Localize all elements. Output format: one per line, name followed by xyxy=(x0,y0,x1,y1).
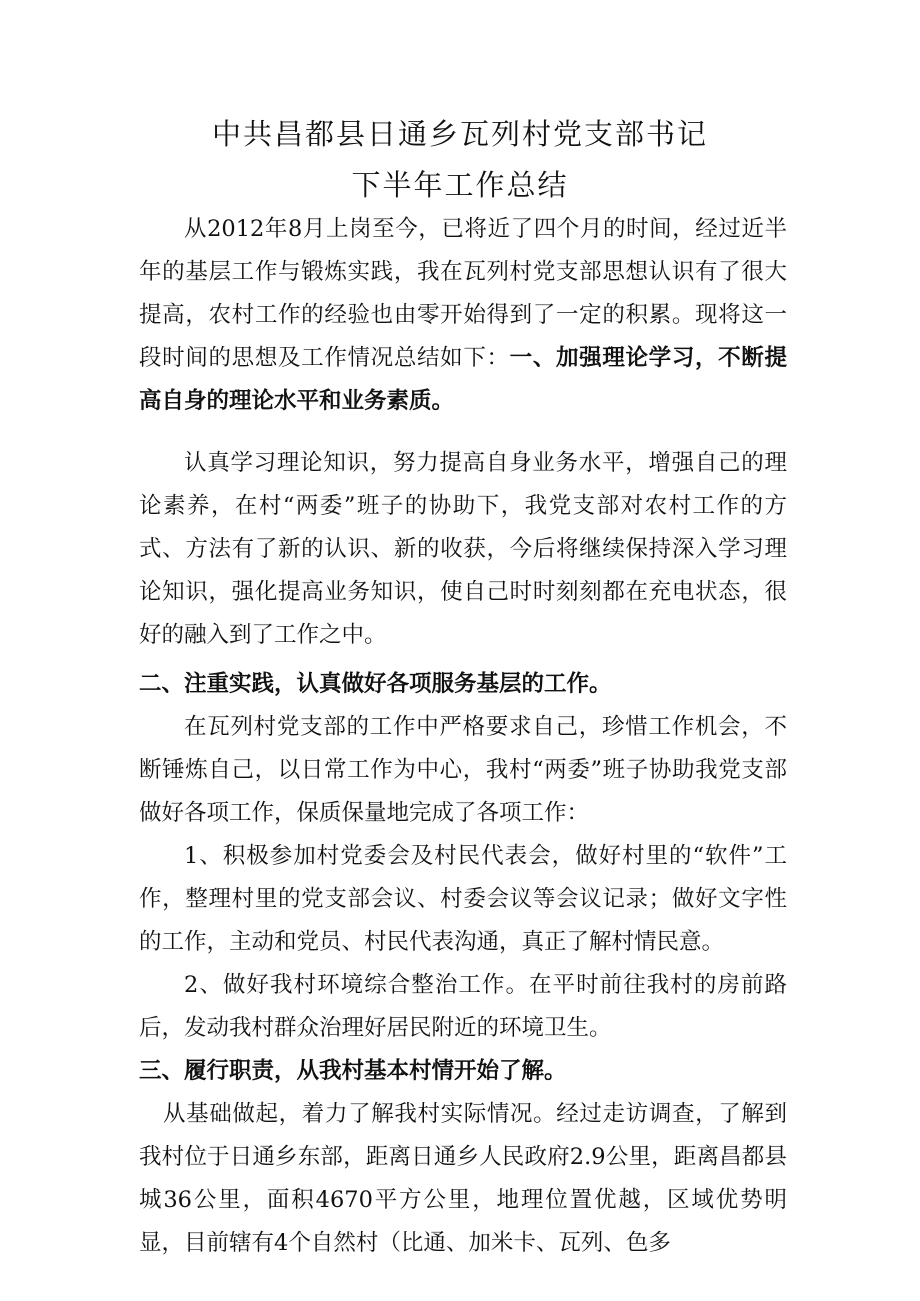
document-title-line2: 下半年工作总结 xyxy=(351,168,569,202)
document-body xyxy=(139,208,787,1265)
section3-paragraph: 从基础做起，着力了解我村实际情况。经过走访调查，了解到我村位于日通乡东部，距离日通乡人民政府2.9公里，距离昌都县城36公里，面积4670平方公里，地理位置优越，区域优势明显，目前辖有4个自然村（比通、加米卡、瓦列、色多 xyxy=(139,1101,787,1256)
section2-heading: 二、注重实践，认真做好各项服务基层的工作。 xyxy=(139,671,612,697)
section1-paragraph: 认真学习理论知识，努力提高自身业务水平，增强自己的理论素养，在村“两委”班子的协助下，我党支部对农村工作的方式、方法有了新的认识、新的收获，今后将继续保持深入学习理论知识，强化提高业务知识，使自己时时刻刻都在充电状态，很好的融入到了工作之中。 xyxy=(139,450,787,648)
section2-paragraph: 在瓦列村党支部的工作中严格要求自己，珍惜工作机会，不断锤炼自己，以日常工作为中心，我村“两委”班子协助我党支部做好各项工作，保质保量地完成了各项工作： xyxy=(139,714,787,826)
section2-item2: 2、做好我村环境综合整治工作。在平时前往我村的房前路后，发动我村群众治理好居民附近的环境卫生。 xyxy=(139,972,787,1041)
intro-text: 从2012年8月上岗至今，已将近了四个月的时间，经过近半年的基层工作与锻炼实践，我在瓦列村党支部思想认识有了很大提高，农村工作的经验也由零开始得到了一定的积累。现将这一段时间的思想及工作情况总结如下： xyxy=(139,216,787,371)
section2-item1: 1、积极参加村党委会及村民代表会，做好村里的“软件”工作，整理村里的党支部会议、村委会议等会议记录；做好文字性的工作，主动和党员、村民代表沟通，真正了解村情民意。 xyxy=(139,843,787,955)
section1-heading: 一、加强理论学习，不断提高自身的理论水平和业务素质。 xyxy=(139,345,787,414)
intro-paragraph xyxy=(139,208,787,423)
section3-heading: 三、履行职责，从我村基本村情开始了解。 xyxy=(139,1058,567,1084)
document-title-line1: 中共昌都县日通乡瓦列村党支部书记 xyxy=(211,117,708,151)
